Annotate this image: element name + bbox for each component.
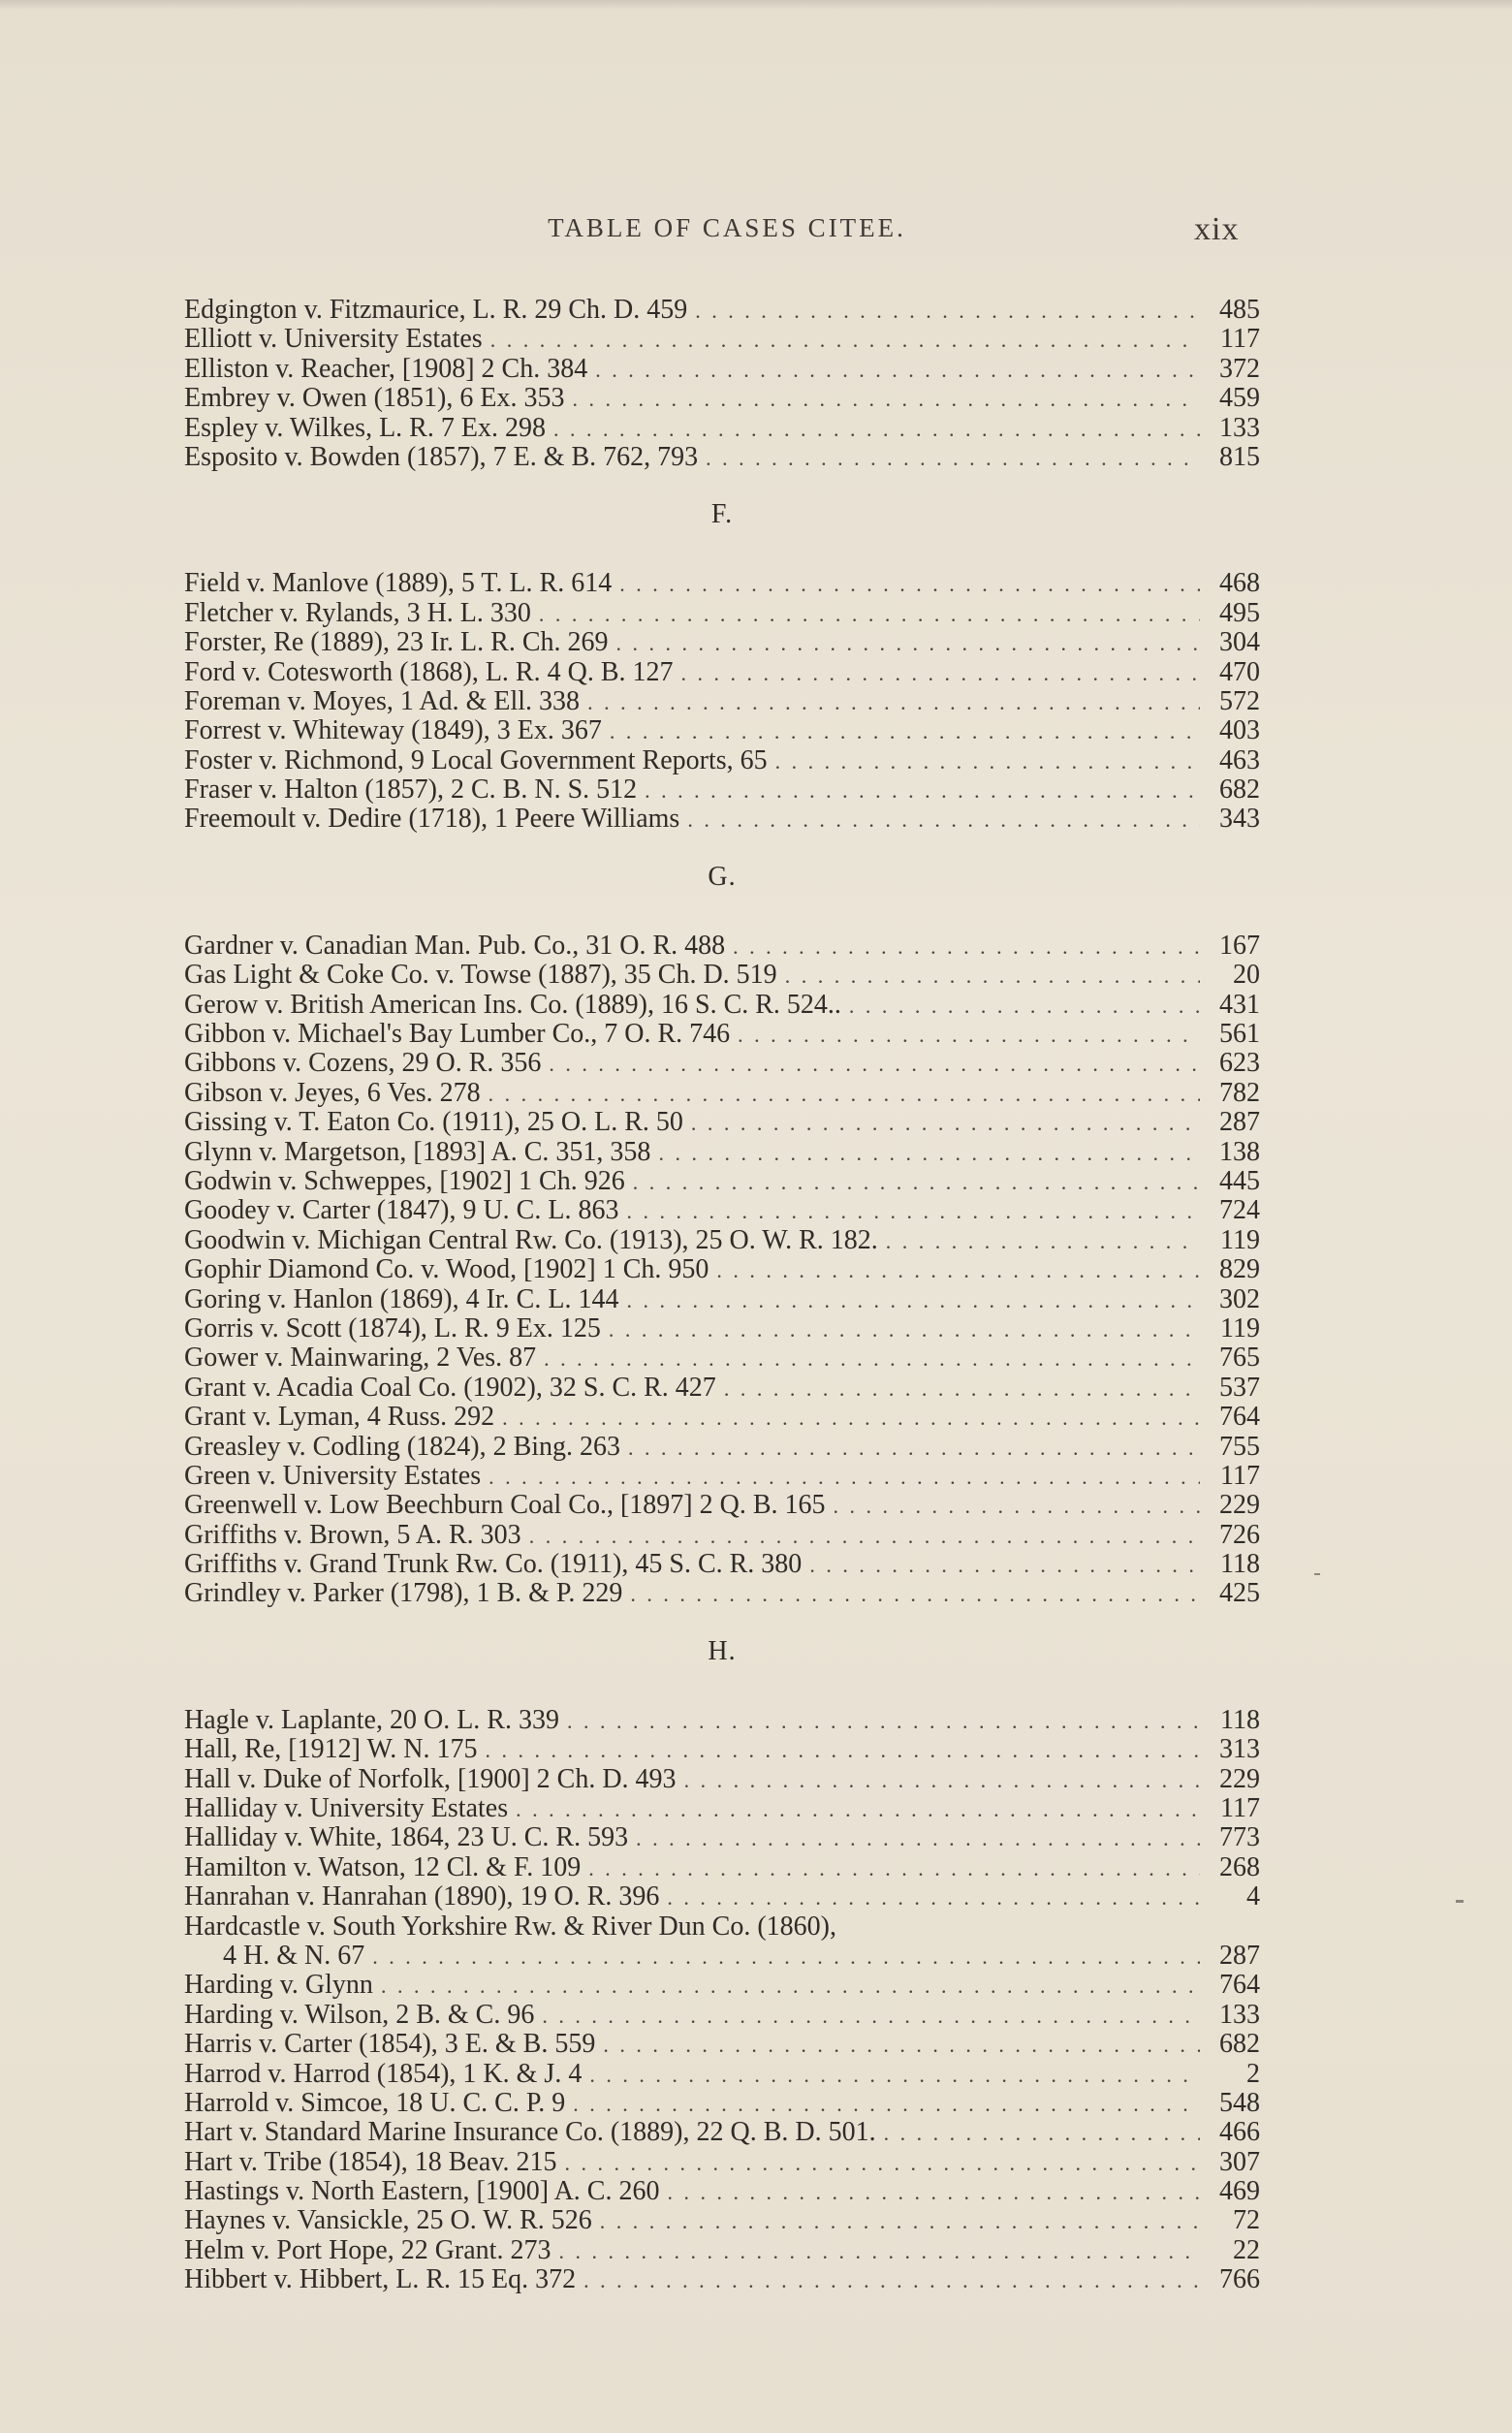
- case-citation: Embrey v. Owen (1851), 6 Ex. 353: [184, 383, 565, 413]
- case-entry: [184, 324, 1260, 353]
- case-entry: [184, 931, 1260, 960]
- case-citation: Helm v. Port Hope, 22 Grant. 273: [184, 2234, 551, 2265]
- case-entry: [184, 2000, 1260, 2029]
- dot-leader: [381, 1974, 1200, 1999]
- case-entry: [184, 1343, 1260, 1372]
- case-entry: [184, 1881, 1260, 1911]
- dot-leader: [738, 1023, 1200, 1048]
- dot-leader: [486, 1738, 1200, 1763]
- case-citation: Hart v. Standard Marine Insurance Co. (1889), 22 Q. B. D. 501.: [184, 2117, 876, 2147]
- case-citation: Hibbert v. Hibbert, L. R. 15 Eq. 372: [184, 2264, 577, 2294]
- case-entry: [184, 686, 1260, 715]
- page-reference: 2: [1246, 2058, 1260, 2088]
- case-citation: Esposito v. Bowden (1857), 7 E. & B. 762, 793: [184, 441, 699, 472]
- dot-leader: [583, 2268, 1200, 2293]
- dot-leader: [716, 1258, 1200, 1283]
- case-citation: Gower v. Mainwaring, 2 Ves. 87: [184, 1343, 537, 1373]
- case-citation: Grant v. Acadia Coal Co. (1902), 32 S. C. R. 427: [184, 1372, 716, 1403]
- case-citation: Elliott v. University Estates: [184, 324, 483, 354]
- case-citation: Gissing v. T. Eaton Co. (1911), 25 O. L. R. 50: [184, 1107, 683, 1137]
- running-head: TABLE OF CASES CITEE.: [548, 213, 906, 242]
- case-entry: [184, 1793, 1260, 1822]
- case-entry: [184, 1225, 1260, 1254]
- dot-leader: [553, 417, 1200, 442]
- case-entry: [184, 1520, 1260, 1549]
- case-entry: [184, 1490, 1260, 1519]
- page-reference: 766: [1219, 2264, 1260, 2294]
- case-citation: Harrod v. Harrod (1854), 1 K. & J. 4: [184, 2058, 583, 2088]
- dot-leader: [667, 2180, 1200, 2205]
- index-section: [184, 863, 1260, 1608]
- case-citation: Gas Light & Coke Co. v. Towse (1887), 35 Ch. D. 519: [184, 960, 777, 990]
- dot-leader: [687, 807, 1200, 833]
- page-reference: 829: [1219, 1254, 1260, 1284]
- case-citation: Hardcastle v. South Yorkshire Rw. & River Dun Co. (1860),: [184, 1911, 836, 1941]
- case-citation: Foster v. Richmond, 9 Local Government Reports, 65: [184, 744, 768, 775]
- page-reference: 764: [1219, 1402, 1260, 1432]
- dot-leader: [834, 1494, 1201, 1519]
- case-entry: [184, 1734, 1260, 1763]
- case-citation: Halliday v. White, 1864, 23 U. C. R. 593: [184, 1822, 629, 1852]
- case-entry: [184, 1912, 1260, 1941]
- page-reference: 755: [1219, 1431, 1260, 1461]
- case-entry: [184, 2088, 1260, 2117]
- case-citation: Hall v. Duke of Norfolk, [1900] 2 Ch. D. 493: [184, 1763, 677, 1794]
- dot-leader: [633, 1170, 1200, 1195]
- page-reference: 304: [1219, 627, 1260, 657]
- case-citation: Forster, Re (1889), 23 Ir. L. R. Ch. 269: [184, 627, 609, 657]
- case-index: [184, 295, 1260, 2294]
- page-reference: 119: [1220, 1224, 1260, 1255]
- page-reference: 561: [1219, 1019, 1260, 1049]
- page-reference: 782: [1219, 1077, 1260, 1108]
- case-citation: Haynes v. Vansickle, 25 O. W. R. 526: [184, 2205, 592, 2235]
- dot-leader: [628, 1436, 1200, 1461]
- case-entry: [184, 2029, 1260, 2058]
- case-entry-continuation: [184, 1941, 1260, 1970]
- case-citation: Harding v. Glynn: [184, 1970, 373, 2000]
- page-reference: 4: [1246, 1881, 1260, 1912]
- page-reference: 468: [1219, 568, 1260, 598]
- case-entry: [184, 715, 1260, 744]
- case-citation: Gibson v. Jeyes, 6 Ves. 278: [184, 1077, 481, 1108]
- dot-leader: [539, 602, 1200, 627]
- case-entry: [184, 1078, 1260, 1107]
- dot-leader: [681, 661, 1200, 686]
- case-entry: [184, 568, 1260, 597]
- case-citation: Edgington v. Fitzmaurice, L. R. 29 Ch. D. 459: [184, 295, 688, 325]
- case-entry: [184, 804, 1260, 833]
- page-reference: 118: [1220, 1549, 1260, 1579]
- case-entry: [184, 1970, 1260, 1999]
- page-reference: 118: [1220, 1704, 1260, 1735]
- dot-leader: [645, 778, 1200, 804]
- case-citation: Hagle v. Laplante, 20 O. L. R. 339: [184, 1704, 559, 1735]
- index-section: [184, 1637, 1260, 2294]
- case-citation: Field v. Manlove (1889), 5 T. L. R. 614: [184, 568, 613, 598]
- page-reference: 268: [1219, 1851, 1260, 1882]
- dot-leader: [564, 2151, 1200, 2176]
- case-entry: [184, 413, 1260, 442]
- dot-leader: [542, 2004, 1200, 2029]
- dot-leader: [667, 1885, 1200, 1911]
- dot-leader: [502, 1406, 1200, 1431]
- case-citation: Hanrahan v. Hanrahan (1890), 19 O. R. 396: [184, 1881, 660, 1912]
- case-entry: [184, 1313, 1260, 1343]
- page-reference: 20: [1233, 960, 1260, 990]
- page-top-edge: [0, 0, 1512, 10]
- page-reference: 133: [1219, 1999, 1260, 2030]
- page-reference: 469: [1219, 2176, 1260, 2206]
- dot-leader: [849, 994, 1200, 1019]
- page-reference: 313: [1219, 1734, 1260, 1764]
- case-entry: [184, 2205, 1260, 2234]
- page-reference: 229: [1219, 1490, 1260, 1520]
- case-entry: [184, 2147, 1260, 2176]
- page-reference: 167: [1219, 930, 1260, 961]
- case-entry: [184, 960, 1260, 989]
- dot-leader: [516, 1797, 1200, 1822]
- case-entry: [184, 774, 1260, 804]
- case-citation: Griffiths v. Grand Trunk Rw. Co. (1911), 45 S. C. R. 380: [184, 1549, 803, 1579]
- section-letter: F.: [710, 499, 734, 530]
- dot-leader: [488, 1082, 1200, 1107]
- dot-leader: [610, 719, 1200, 744]
- case-citation: Greasley v. Codling (1824), 2 Bing. 263: [184, 1431, 621, 1461]
- case-citation: Ford v. Cotesworth (1868), L. R. 4 Q. B. 127: [184, 656, 674, 686]
- page-reference: 537: [1219, 1372, 1260, 1403]
- case-citation: Goodwin v. Michigan Central Rw. Co. (1913), 25 O. W. R. 182.: [184, 1224, 878, 1255]
- page-reference: 372: [1219, 353, 1260, 384]
- case-entry: [184, 1764, 1260, 1793]
- case-entry: [184, 1578, 1260, 1607]
- case-entry: [184, 1432, 1260, 1461]
- case-entry: [184, 1822, 1260, 1851]
- margin-mark: [1314, 1573, 1320, 1575]
- case-citation: Freemoult v. Dedire (1718), 1 Peere Williams: [184, 804, 680, 834]
- case-entry: [184, 598, 1260, 627]
- dot-leader: [600, 2209, 1200, 2234]
- dot-leader: [658, 1141, 1200, 1166]
- dot-leader: [549, 1052, 1200, 1077]
- page-reference: 764: [1219, 1970, 1260, 2000]
- dot-leader: [544, 1346, 1200, 1372]
- dot-leader: [626, 1199, 1200, 1224]
- page-reference: 287: [1219, 1107, 1260, 1137]
- page-reference: 22: [1233, 2234, 1260, 2265]
- page-reference: 466: [1219, 2117, 1260, 2147]
- case-citation: 4 H. & N. 67: [223, 1940, 365, 1971]
- case-entry: [184, 657, 1260, 686]
- case-entry: [184, 2264, 1260, 2293]
- case-entry: [184, 1705, 1260, 1734]
- case-citation: Hall, Re, [1912] W. N. 175: [184, 1734, 478, 1764]
- case-citation: Hastings v. North Eastern, [1900] A. C. 260: [184, 2176, 660, 2206]
- page-reference: 403: [1219, 715, 1260, 745]
- case-citation: Elliston v. Reacher, [1908] 2 Ch. 384: [184, 353, 588, 384]
- page-reference: 682: [1219, 2029, 1260, 2059]
- case-entry: [184, 1402, 1260, 1431]
- case-entry: [184, 295, 1260, 324]
- page-reference: 548: [1219, 2087, 1260, 2118]
- case-entry: [184, 745, 1260, 774]
- index-section: [184, 500, 1260, 834]
- dot-leader: [706, 446, 1200, 471]
- page-reference: 431: [1219, 989, 1260, 1020]
- dot-leader: [809, 1553, 1200, 1578]
- page-reference: 765: [1219, 1343, 1260, 1373]
- case-entry: [184, 1195, 1260, 1224]
- dot-leader: [695, 299, 1200, 324]
- page-reference: 425: [1219, 1578, 1260, 1608]
- dot-leader: [691, 1111, 1200, 1136]
- case-entry: [184, 2235, 1260, 2264]
- case-citation: Hamilton v. Watson, 12 Cl. & F. 109: [184, 1851, 582, 1882]
- case-citation: Gardner v. Canadian Man. Pub. Co., 31 O. R. 488: [184, 930, 726, 961]
- case-entry: [184, 990, 1260, 1019]
- case-citation: Gibbons v. Cozens, 29 O. R. 356: [184, 1048, 542, 1078]
- dot-leader: [587, 690, 1200, 715]
- case-entry: [184, 1107, 1260, 1136]
- dot-leader: [572, 387, 1200, 412]
- page-reference: 445: [1219, 1165, 1260, 1196]
- case-citation: Greenwell v. Low Beechburn Coal Co., [1897] 2 Q. B. 165: [184, 1490, 826, 1520]
- case-entry: [184, 1549, 1260, 1578]
- case-entry: [184, 1284, 1260, 1313]
- case-entry: [184, 1137, 1260, 1166]
- case-citation: Forrest v. Whiteway (1849), 3 Ex. 367: [184, 715, 602, 745]
- dot-leader: [558, 2239, 1200, 2264]
- page-number: xix: [1194, 211, 1240, 247]
- dot-leader: [626, 1288, 1200, 1313]
- page-reference: 724: [1219, 1195, 1260, 1225]
- case-entry: [184, 1852, 1260, 1881]
- case-entry: [184, 354, 1260, 383]
- page-reference: 307: [1219, 2146, 1260, 2177]
- case-entry: [184, 1166, 1260, 1195]
- page-reference: 133: [1219, 412, 1260, 442]
- dot-leader: [616, 631, 1200, 656]
- page-reference: 138: [1219, 1136, 1260, 1166]
- dot-leader: [372, 1944, 1200, 1970]
- dot-leader: [636, 1826, 1200, 1851]
- case-citation: Fletcher v. Rylands, 3 H. L. 330: [184, 597, 531, 628]
- page-reference: 726: [1219, 1519, 1260, 1550]
- page-reference: 117: [1220, 324, 1260, 354]
- page-reference: 485: [1219, 295, 1260, 325]
- section-letter: H.: [708, 1635, 737, 1666]
- page-reference: 815: [1219, 441, 1260, 472]
- case-entry: [184, 1461, 1260, 1490]
- page-reference: 117: [1220, 1460, 1260, 1491]
- dot-leader: [684, 1768, 1200, 1793]
- page-reference: 495: [1219, 597, 1260, 628]
- case-citation: Foreman v. Moyes, 1 Ad. & Ell. 338: [184, 685, 581, 716]
- case-citation: Fraser v. Halton (1857), 2 C. B. N. S. 512: [184, 774, 638, 805]
- case-entry: [184, 2176, 1260, 2205]
- dot-leader: [884, 2121, 1200, 2146]
- dot-leader: [619, 572, 1200, 597]
- dot-leader: [785, 964, 1200, 989]
- case-citation: Gibbon v. Michael's Bay Lumber Co., 7 O. R. 746: [184, 1019, 731, 1049]
- dot-leader: [733, 934, 1200, 960]
- dot-leader: [724, 1376, 1200, 1402]
- case-citation: Harris v. Carter (1854), 3 E. & B. 559: [184, 2029, 596, 2059]
- page-reference: 119: [1220, 1312, 1260, 1343]
- case-citation: Gophir Diamond Co. v. Wood, [1902] 1 Ch. 950: [184, 1254, 709, 1284]
- page-reference: 572: [1219, 685, 1260, 716]
- page-reference: 302: [1219, 1283, 1260, 1313]
- dot-leader: [490, 328, 1200, 353]
- dot-leader: [589, 2063, 1200, 2088]
- page-reference: 682: [1219, 774, 1260, 805]
- case-citation: Griffiths v. Brown, 5 A. R. 303: [184, 1519, 521, 1550]
- margin-mark: [1456, 1900, 1464, 1903]
- page-reference: 343: [1219, 804, 1260, 834]
- page-reference: 623: [1219, 1048, 1260, 1078]
- dot-leader: [567, 1709, 1200, 1734]
- dot-leader: [630, 1582, 1200, 1607]
- index-section: [184, 295, 1260, 471]
- case-citation: Harding v. Wilson, 2 B. & C. 96: [184, 1999, 535, 2030]
- dot-leader: [588, 1856, 1200, 1881]
- case-citation: Grindley v. Parker (1798), 1 B. & P. 229: [184, 1578, 623, 1608]
- case-entry: [184, 383, 1260, 412]
- page-reference: 470: [1219, 656, 1260, 686]
- page-reference: 287: [1219, 1940, 1260, 1971]
- case-entry: [184, 2117, 1260, 2146]
- page-reference: 773: [1219, 1822, 1260, 1852]
- section-letter: G.: [708, 861, 737, 892]
- case-citation: Grant v. Lyman, 4 Russ. 292: [184, 1402, 495, 1432]
- dot-leader: [573, 2092, 1200, 2117]
- case-citation: Halliday v. University Estates: [184, 1793, 509, 1823]
- dot-leader: [603, 2033, 1200, 2058]
- case-entry: [184, 1373, 1260, 1402]
- case-entry: [184, 1019, 1260, 1048]
- dot-leader: [529, 1524, 1200, 1549]
- case-citation: Harrold v. Simcoe, 18 U. C. C. P. 9: [184, 2087, 566, 2118]
- page-reference: 459: [1219, 383, 1260, 413]
- case-citation: Hart v. Tribe (1854), 18 Beav. 215: [184, 2146, 557, 2177]
- case-entry: [184, 442, 1260, 471]
- case-citation: Goring v. Hanlon (1869), 4 Ir. C. L. 144: [184, 1283, 619, 1313]
- page-reference: 463: [1219, 744, 1260, 775]
- case-entry: [184, 627, 1260, 656]
- page-reference: 117: [1220, 1793, 1260, 1823]
- case-citation: Gorris v. Scott (1874), L. R. 9 Ex. 125: [184, 1312, 601, 1343]
- case-entry: [184, 2059, 1260, 2088]
- case-citation: Green v. University Estates: [184, 1460, 482, 1491]
- case-citation: Godwin v. Schweppes, [1902] 1 Ch. 926: [184, 1165, 625, 1196]
- case-citation: Glynn v. Margetson, [1893] A. C. 351, 358: [184, 1136, 651, 1166]
- case-citation: Espley v. Wilkes, L. R. 7 Ex. 298: [184, 412, 546, 442]
- page-reference: 229: [1219, 1763, 1260, 1794]
- dot-leader: [609, 1317, 1200, 1343]
- dot-leader: [775, 749, 1200, 774]
- dot-leader: [595, 358, 1200, 383]
- case-citation: Goodey v. Carter (1847), 9 U. C. L. 863: [184, 1195, 619, 1225]
- page-reference: 72: [1233, 2205, 1260, 2235]
- case-entry: [184, 1048, 1260, 1077]
- dot-leader: [488, 1465, 1200, 1490]
- dot-leader: [886, 1229, 1200, 1254]
- case-citation: Gerow v. British American Ins. Co. (1889), 16 S. C. R. 524..: [184, 989, 841, 1020]
- case-entry: [184, 1254, 1260, 1283]
